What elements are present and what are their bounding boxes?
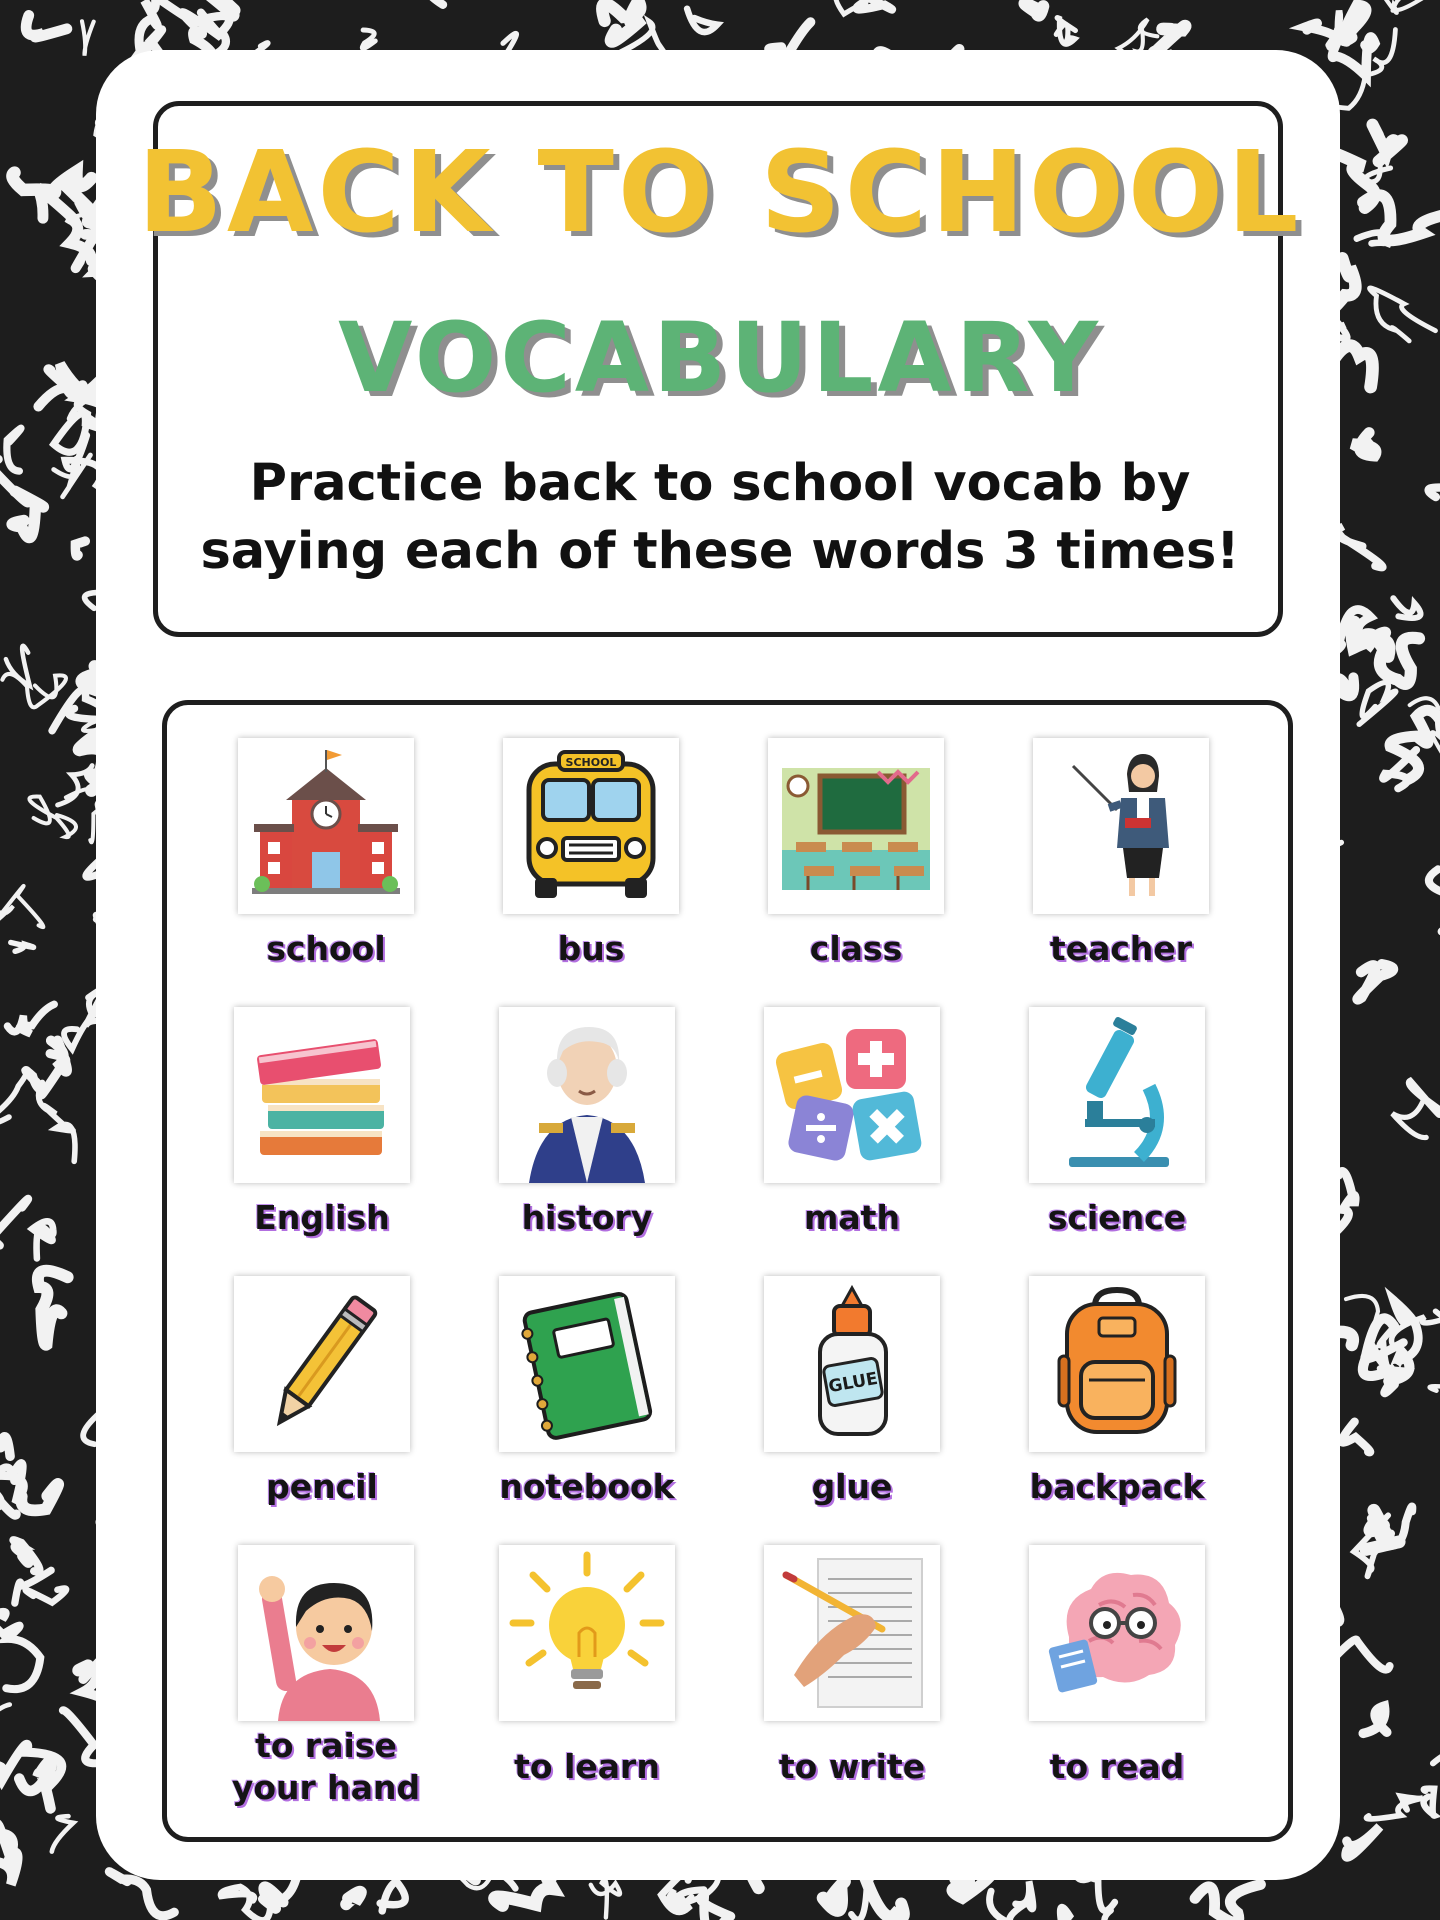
teacher-icon <box>1033 738 1209 914</box>
notebook-card <box>499 1276 675 1452</box>
instructions-line-2: saying each of these words 3 times! <box>200 522 1240 581</box>
pencil-card <box>234 1276 410 1452</box>
books-icon <box>234 1007 410 1183</box>
light-bulb-icon <box>499 1545 675 1721</box>
vocab-label: class <box>809 929 903 968</box>
bus-sign-text: SCHOOL <box>565 756 617 769</box>
vocab-label-line-1: to raise <box>255 1726 397 1765</box>
read-card <box>1029 1545 1205 1721</box>
page-subtitle-heading: VOCABULARY <box>338 302 1102 414</box>
vocab-label: notebook <box>499 1467 675 1506</box>
school-bus-icon <box>503 738 679 914</box>
english-card <box>234 1007 410 1183</box>
school-card <box>238 738 414 914</box>
vocab-label: school <box>266 929 386 968</box>
vocab-label: glue <box>811 1467 893 1506</box>
vocab-label-multiline <box>211 1725 441 1809</box>
vocab-label: to read <box>1049 1747 1185 1786</box>
classroom-icon <box>768 738 944 914</box>
instructions <box>180 450 1260 586</box>
write-card <box>764 1545 940 1721</box>
page-title: BACK TO SCHOOL <box>137 128 1303 258</box>
microscope-icon <box>1029 1007 1205 1183</box>
historical-figure-icon <box>499 1007 675 1183</box>
science-card <box>1029 1007 1205 1183</box>
pencil-icon <box>234 1276 410 1452</box>
math-symbols-icon <box>764 1007 940 1183</box>
vocab-label: teacher <box>1049 929 1193 968</box>
class-card <box>768 738 944 914</box>
teacher-card <box>1033 738 1209 914</box>
raised-hand-icon <box>238 1545 414 1721</box>
instructions-line-1: Practice back to school vocab by <box>249 454 1191 513</box>
vocab-label: science <box>1047 1198 1187 1237</box>
vocab-label: bus <box>557 929 625 968</box>
school-building-icon <box>238 738 414 914</box>
vocab-label: history <box>521 1198 653 1237</box>
raise-hand-card <box>238 1545 414 1721</box>
vocab-label: to write <box>778 1747 926 1786</box>
vocab-label-line-2: your hand <box>231 1768 421 1807</box>
backpack-icon <box>1029 1276 1205 1452</box>
vocab-label: math <box>804 1198 900 1237</box>
glue-bottle-icon <box>764 1276 940 1452</box>
vocab-label: backpack <box>1029 1467 1205 1506</box>
reading-brain-icon <box>1029 1545 1205 1721</box>
bus-card <box>503 738 679 914</box>
vocab-label: pencil <box>266 1467 378 1506</box>
glue-card <box>764 1276 940 1452</box>
math-card <box>764 1007 940 1183</box>
notebook-icon <box>499 1276 675 1452</box>
backpack-card <box>1029 1276 1205 1452</box>
writing-hand-icon <box>764 1545 940 1721</box>
vocab-label: to learn <box>514 1747 660 1786</box>
history-card <box>499 1007 675 1183</box>
vocab-label: English <box>254 1198 390 1237</box>
glue-bottle-text: GLUE <box>827 1368 880 1398</box>
learn-card <box>499 1545 675 1721</box>
